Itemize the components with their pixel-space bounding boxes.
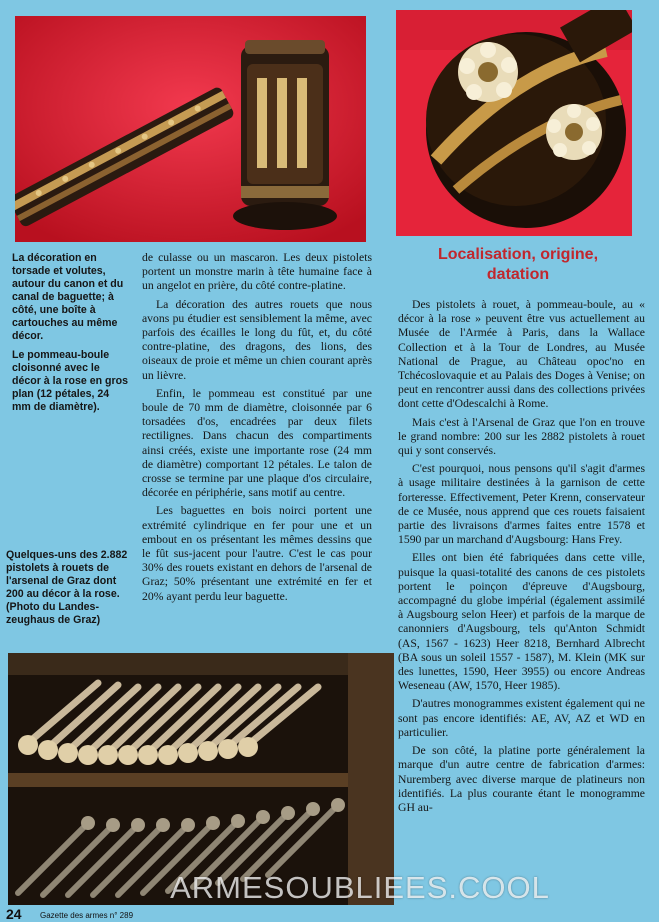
caption-graz: [6, 549, 132, 633]
caption-decoration: La décoration en torsade et volutes, autour du canon et du canal de baguette; à côté, une boîte à cartouches au même décor.: [12, 252, 124, 342]
paragraph: C'est pourquoi, nous pensons qu'il s'agit d'armes à usage militaire destinées à la garnison de cette forteresse. Effectivement, Peter Krenn, conservateur de ce Musée, nous apprend que ces rouets faisaient partie des livraisons d'armes faites entre 1578 et 1590 par un marchand d'Augsbourg: Hans Frey.: [398, 462, 645, 547]
watermark: ARMESOUBLIEES.COOL: [170, 870, 550, 905]
photo-stock-and-pommel-image: [15, 16, 366, 242]
paragraph: Mais c'est à l'Arsenal de Graz que l'on en trouve le grand nombre: 200 sur les 2882 pistolets à rouet qui y sont conservés.: [398, 415, 645, 458]
paragraph: Des pistolets à rouet, à pommeau-boule, au « décor à la rose » peuvent être vus actuellement au Musée de l'Armée à Paris, dans la Wallace Collection et à la Tour de Londres, au Musée National de Prague, au Château opoc'no en Tchécoslovaquie et au Palais des Doges à Venise; on peut en rencontrer aussi dans des collections privées dont cette d'Odescalchi à Rome.: [398, 298, 645, 411]
paragraph: De son côté, la platine porte généralement la marque d'un autre centre de fabrication d'armes: Nuremberg avec diverse marque de platineurs non identifiés. La plus courante étant le monogramme GH au-: [398, 744, 645, 814]
running-footer: Gazette des armes n° 289: [40, 911, 134, 920]
rose-ornament-2: [546, 104, 602, 160]
body-column-right: [398, 298, 645, 819]
paragraph: La décoration des autres rouets que nous avons pu étudier est sensiblement la même, avec parfois des écailles le long du fût, et, du côté contre-platine, des dragons, des lions, des oiseaux de proie et même un chien courant après un lièvre.: [142, 297, 372, 382]
photo-arsenal-racks: [8, 653, 394, 905]
page-number: 24: [6, 906, 22, 922]
caption-graz-text: Quelques-uns des 2.882 pistolets à rouets de l'arsenal de Graz dont 200 au décor à la rose. (Photo du Landes-zeughaus de Graz): [6, 549, 128, 626]
paragraph: de culasse ou un mascaron. Les deux pistolets portent un monstre marin à tête humaine face à un angelot en prière, du côté contre-platine.: [142, 251, 372, 293]
section-heading: Localisation, origine, datation: [437, 246, 599, 283]
paragraph: Les baguettes en bois noirci portent une extrémité cylindrique en fer pour une et un embout en os présentant les mêmes dessins que le fût sus-jacent pour l'autre. C'est le cas pour 30% des rouets existant en dehors de l'arsenal de Graz; 50% présentant une extrémité en fer et 20% ayant perdu leur baguette.: [142, 504, 372, 603]
paragraph: D'autres monogrammes existent également qui ne sont pas encore identifiés: AE, AV, AZ et WD en particulier.: [398, 697, 645, 739]
paragraph: Elles ont bien été fabriquées dans cette ville, puisque la quasi-totalité des canons de ces pistolets portent le poinçon d'épreuve d'Augsbourg, accompagné du globe impérial (également assimilé à Augsbourg selon Heer) et parfois de la marque de canonniers d'Augsbourg, tels qu'Anton Schmidt (AS, 1567 - 1623) Heer 8218, Bernhard Albrecht (BA sous un soleil 1557 - 1587), M. Klein (MK sur des lunettes, 1590, Heer 3955) ou encore Andreas Weseneau (AW, 1570, Heer 1985).: [398, 551, 645, 693]
caption-pommel: Le pommeau-boule cloisonné avec le décor à la rose en gros plan (12 pétales, 24 mm de diamètre).: [12, 349, 128, 413]
photo-stock-and-pommel: [15, 16, 366, 242]
caption-column: [12, 252, 130, 420]
photo-pommel-rose: [396, 10, 632, 236]
photo-arsenal-racks-image: [8, 653, 394, 905]
rose-ornament-1: [458, 42, 518, 102]
body-column-middle: [142, 251, 372, 608]
photo-pommel-rose-image: [396, 10, 632, 236]
paragraph: Enfin, le pommeau est constitué par une boule de 70 mm de diamètre, cloisonnée par 6 torsadées d'os, encadrées par deux filets rectilignes. Dans chacun des compartiments ainsi créés, existe une importante rose (24 mm de diamètre) comportant 12 pétales. Le talon de crosse se termine par une plaque d'os circulaire, décorée en périphérie, sans motif au centre.: [142, 386, 372, 500]
